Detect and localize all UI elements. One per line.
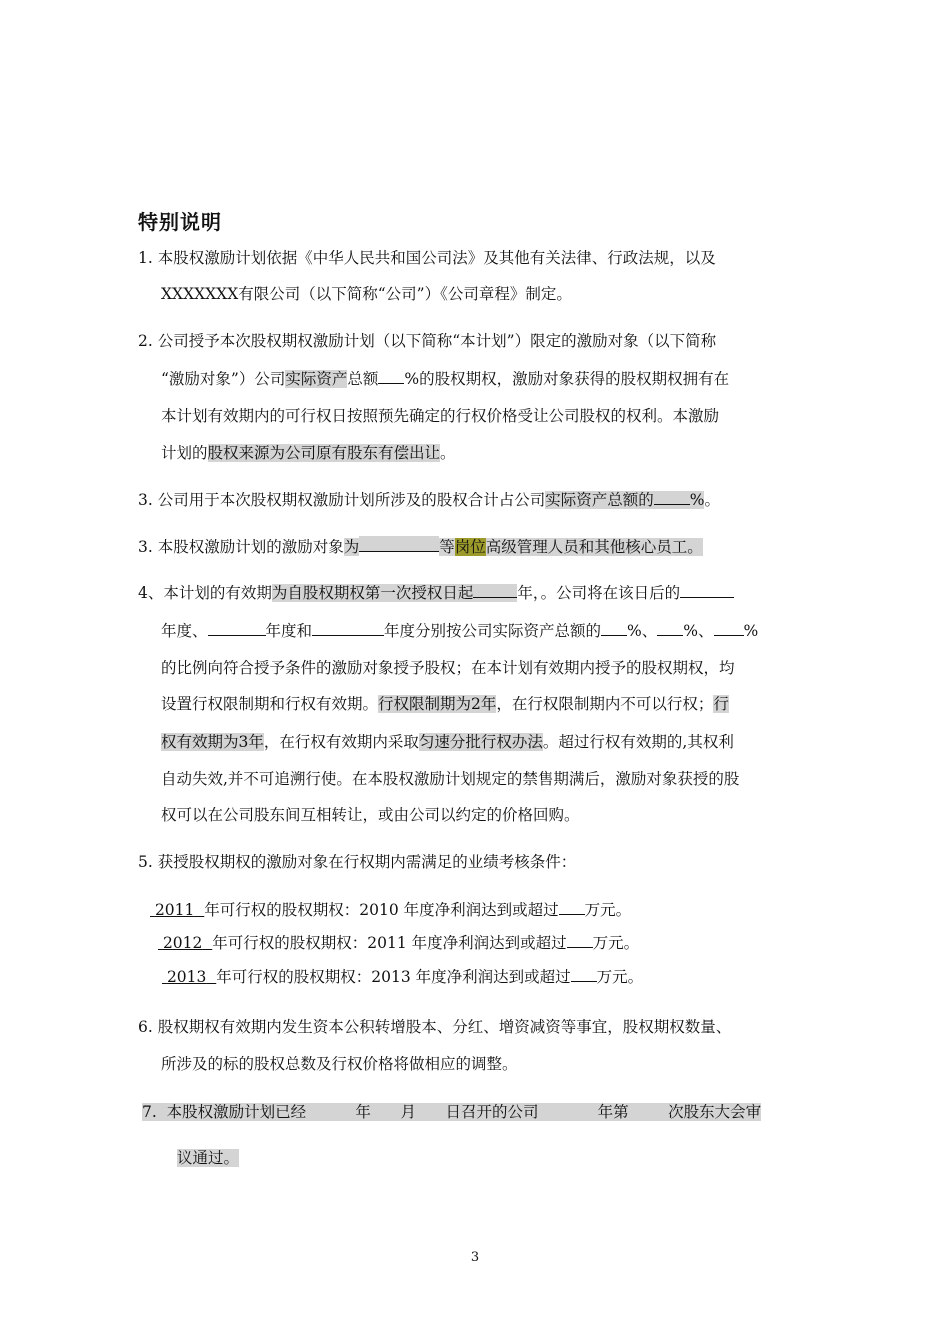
p4-highlight: 权有效期为3年	[161, 733, 264, 751]
p4-text: 年度分别按公司实际资产总额的	[384, 622, 602, 640]
blank-field	[571, 966, 597, 982]
p6-line-1: 6. 股权期权有效期内发生资本公积转增股本、分红、增资减资等事宜，股权期权数量、	[138, 1018, 732, 1036]
p4-line-5	[161, 731, 734, 753]
p2-highlight: 股权来源为公司原有股东有偿出让	[207, 444, 441, 462]
p3-highlight	[545, 491, 704, 509]
blank-field	[378, 368, 404, 384]
p3b-olive-highlight: 岗位	[454, 538, 486, 556]
p3-highlight-text: 实际资产总额的	[545, 491, 654, 509]
p4-text: %、	[683, 622, 714, 640]
blank-field	[714, 620, 744, 636]
p4-text: 年，	[517, 584, 541, 602]
p4-text: 设置行权限制期和行权有效期。	[161, 695, 379, 713]
p6-line-2: 所涉及的标的股权总数及行权价格将做相应的调整。	[161, 1055, 518, 1073]
p5-row-2011	[150, 899, 631, 921]
p4-highlight: 行权限制期为2年	[378, 695, 497, 713]
p4-text: 年度、	[161, 622, 208, 640]
p3b-highlight: 高级管理人员和其他核心员工。	[485, 538, 703, 556]
p5-text: 万元。	[584, 901, 632, 919]
p2-text: “激励对象”）公司	[161, 370, 286, 388]
p4-text: 4、本计划的有效期	[138, 584, 272, 602]
blank-field	[567, 932, 593, 948]
p2-line-2	[161, 368, 729, 390]
p5-text: 年可行权的股权期权：	[216, 968, 372, 986]
p5-text: 万元。	[592, 934, 640, 952]
p2-text: 总额	[347, 370, 379, 388]
p4-text: 年度和	[265, 622, 313, 640]
p3b-highlight: 等	[439, 538, 455, 556]
p1-line-2: XXXXXXX有限公司（以下简称“公司”）《公司章程》制定。	[161, 285, 572, 303]
p2-text: 。	[440, 444, 456, 462]
p5-row-2012	[158, 932, 639, 954]
p7-line-1	[142, 1101, 761, 1123]
p5-text: 年可行权的股权期权：	[204, 901, 360, 919]
p5-text: 2011 年度净利润达到或超过	[367, 934, 567, 952]
p5-text: 2013 年度净利润达到或超过	[371, 968, 571, 986]
p5-text: 年可行权的股权期权：	[212, 934, 368, 952]
p3-line	[138, 489, 720, 511]
p4-text: 。超过行权有效期的,其权利	[542, 733, 734, 751]
p2-text: 计划的	[161, 444, 208, 462]
blank-field	[680, 582, 734, 598]
p5-text: 万元。	[596, 968, 644, 986]
blank-field	[473, 582, 517, 598]
percent-sign: %	[689, 491, 705, 509]
blank-field	[654, 489, 690, 505]
p4-text: ，在行权有效期内采取	[263, 733, 419, 751]
p4-text: %	[743, 622, 759, 640]
blank-field	[208, 620, 266, 636]
year-text: 2012	[162, 934, 203, 952]
p4-text: %、	[627, 622, 658, 640]
blank-field	[657, 620, 683, 636]
p2-highlight: 实际资产	[285, 370, 348, 388]
p4-highlight	[272, 584, 518, 602]
year-value	[150, 901, 204, 919]
p5-line-1: 5. 获授股权期权的激励对象在行权期内需满足的业绩考核条件：	[138, 853, 577, 871]
p3b-text: 3. 本股权激励计划的激励对象	[138, 538, 344, 556]
p4-highlight-text: 为自股权期权第一次授权日起	[271, 584, 474, 602]
p3-text: 。	[704, 491, 720, 509]
p4-text: 。公司将在该日后的	[540, 584, 681, 602]
year-text: 2013	[166, 968, 207, 986]
p4-line-6: 自动失效,并不可追溯行使。在本股权激励计划规定的禁售期满后，激励对象获授的股	[161, 770, 740, 788]
section-heading: 特别说明	[138, 210, 222, 234]
year-text: 2011	[154, 901, 195, 919]
page-number: 3	[470, 1250, 480, 1265]
p1-line-1: 1. 本股权激励计划依据《中华人民共和国公司法》及其他有关法律、行政法规，以及	[138, 249, 716, 267]
p5-text: 2010 年度净利润达到或超过	[359, 901, 559, 919]
p2-line-3: 本计划有效期内的可行权日按照预先确定的行权价格受让公司股权的权利。本激励	[161, 407, 720, 425]
blank-field	[312, 620, 384, 636]
p5-row-2013	[162, 966, 643, 988]
blank-field	[359, 536, 439, 552]
p4-highlight: 行	[713, 695, 729, 713]
p3-text: 3. 公司用于本次股权期权激励计划所涉及的股权合计占公司	[138, 491, 546, 509]
p2-text: %的股权期权，激励对象获得的股权期权拥有在	[404, 370, 730, 388]
p7-line-2	[177, 1147, 239, 1169]
p2-line-1: 2. 公司授予本次股权期权激励计划（以下简称“本计划”）限定的激励对象（以下简称	[138, 332, 717, 350]
p2-line-4	[161, 442, 456, 464]
p3b-line	[138, 536, 703, 558]
p4-line-2	[161, 620, 758, 642]
p3b-highlight: 为	[343, 538, 360, 556]
p4-line-4	[161, 693, 729, 715]
year-value	[162, 968, 216, 986]
year-value	[158, 934, 212, 952]
p4-line-3: 的比例向符合授予条件的激励对象授予股权；在本计划有效期内授予的股权期权，均	[161, 659, 735, 677]
p7-highlight: 7. 本股权激励计划已经 年 月 日召开的公司 年第 次股东大会审	[142, 1103, 762, 1121]
blank-field	[559, 899, 585, 915]
p7-highlight: 议通过。	[177, 1149, 240, 1167]
p4-highlight: 匀速分批行权办法	[418, 733, 543, 751]
p4-line-1	[138, 582, 734, 604]
p4-text: ，在行权限制期内不可以行权；	[496, 695, 714, 713]
p4-line-7: 权可以在公司股东间互相转让，或由公司以约定的价格回购。	[161, 806, 580, 824]
blank-field	[601, 620, 627, 636]
